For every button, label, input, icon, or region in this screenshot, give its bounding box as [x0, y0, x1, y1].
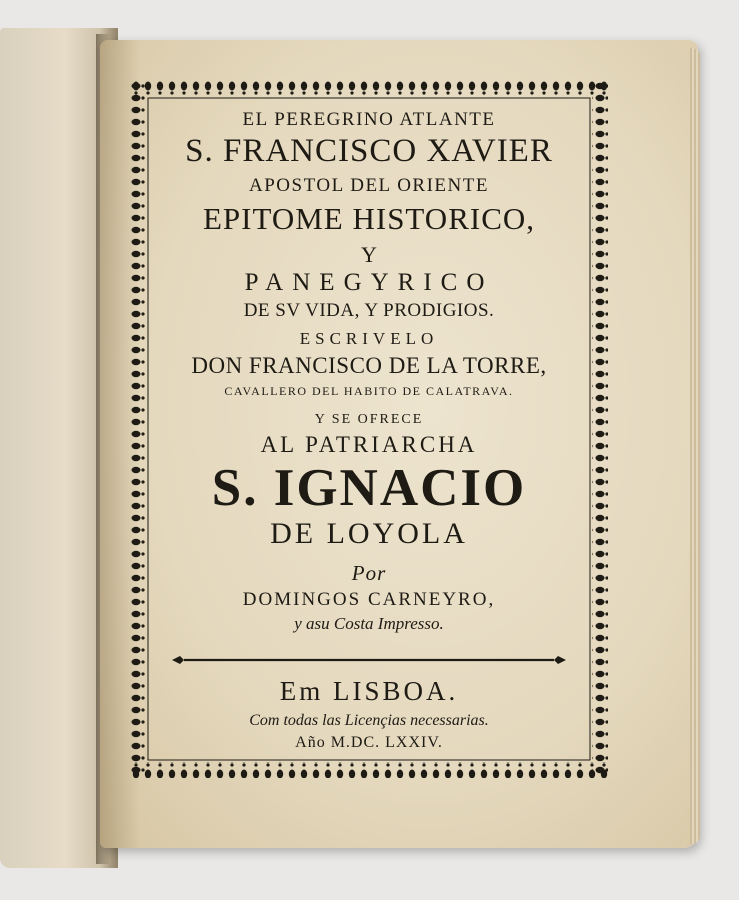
title-line-10: CAVALLERO DEL HABITO DE CALATRAVA.: [224, 384, 514, 398]
title-line-13: S. IGNACIO: [211, 459, 527, 517]
title-line-4: EPITOME HISTORICO,: [202, 201, 536, 236]
title-line-14: DE LOYOLA: [270, 517, 468, 550]
title-line-15: Por: [351, 561, 387, 585]
imprint-licenses: Com todas las Licençias necessarias.: [249, 712, 489, 729]
imprint-city: Em LISBOA.: [279, 676, 459, 706]
title-line-17: y asu Costa Impresso.: [294, 614, 444, 633]
title-line-16: DOMINGOS CARNEYRO,: [242, 589, 496, 610]
imprint: [152, 678, 586, 751]
ornamental-frame: [130, 80, 608, 778]
title-line-2: S. FRANCISCO XAVIER: [185, 133, 553, 169]
title-line-6: PANEGYRICO: [244, 269, 494, 296]
title-line-3: APOSTOL DEL ORIENTE: [249, 175, 489, 196]
imprint-year: Año M.DC. LXXIV.: [295, 734, 443, 751]
title-line-1: EL PEREGRINO ATLANTE: [242, 109, 496, 130]
title-line-7: DE SV VIDA, Y PRODIGIOS.: [243, 300, 495, 321]
title-text: [152, 104, 586, 632]
title-line-5: Y: [361, 242, 377, 267]
page-edges: [690, 48, 700, 844]
title-line-11: Y SE OFRECE: [314, 412, 424, 427]
ornamental-rule: [170, 654, 568, 666]
title-line-9: DON FRANCISCO DE LA TORRE,: [191, 353, 547, 378]
title-line-12: AL PATRIARCHA: [260, 432, 478, 457]
title-line-8: ESCRIVELO: [299, 329, 439, 348]
